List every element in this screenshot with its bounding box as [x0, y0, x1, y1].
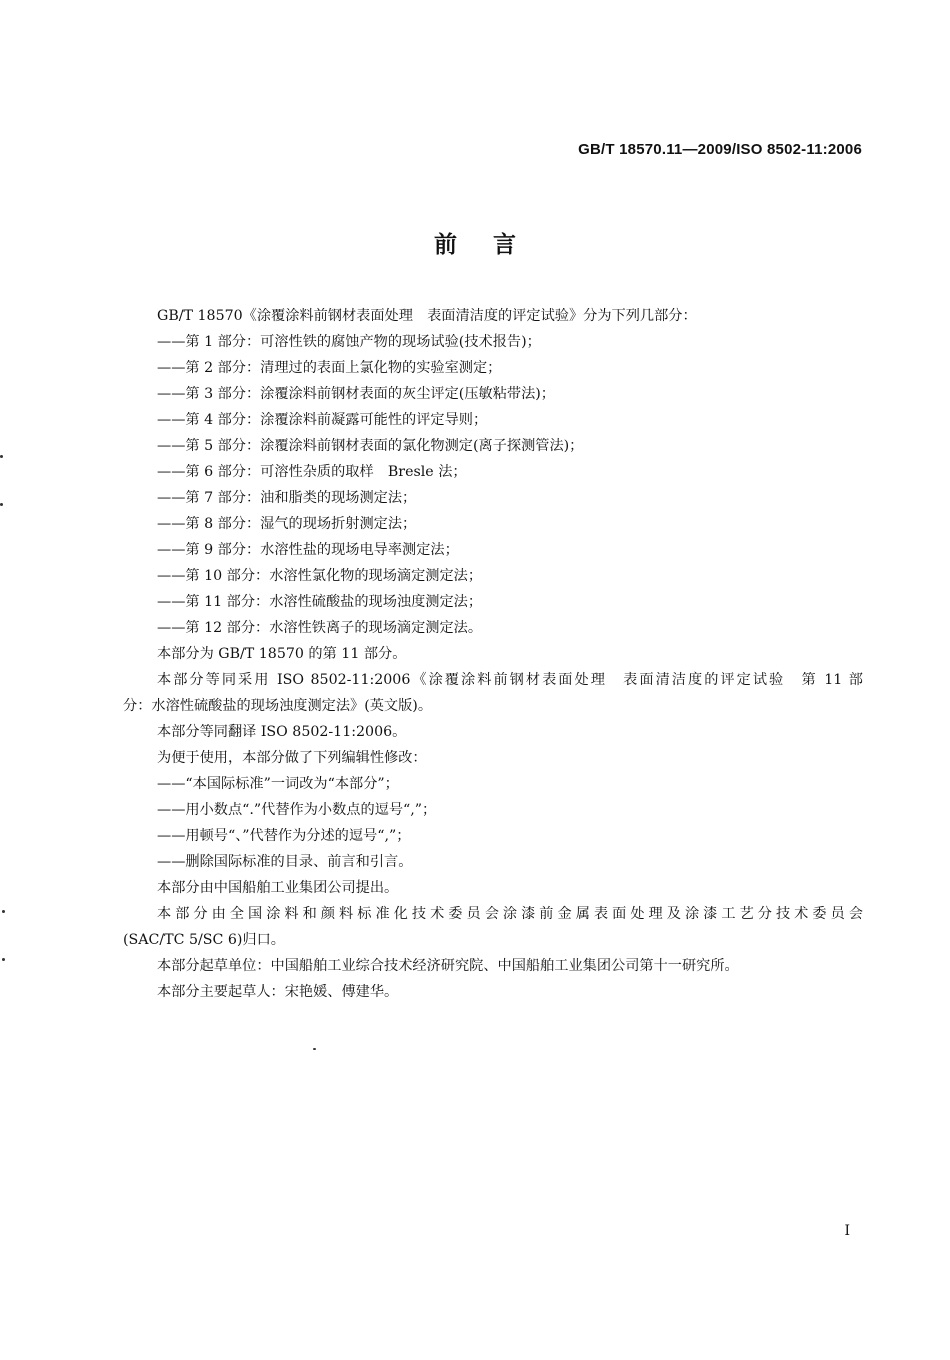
list-item-part-2: ——第 2 部分：清理过的表面上氯化物的实验室测定；	[157, 360, 502, 376]
scan-speck	[0, 455, 3, 458]
paragraph-translation: 本部分等同翻译 ISO 8502-11:2006。	[157, 724, 407, 740]
list-item-change-3: ——用顿号“、”代替作为分述的逗号“,”；	[157, 828, 411, 844]
standard-code: GB/T 18570.11—2009/ISO 8502-11:2006	[578, 141, 862, 158]
page-title: 前言	[434, 232, 552, 258]
list-item-change-2: ——用小数点“.”代替作为小数点的逗号“,”；	[157, 802, 437, 818]
list-item-change-1: ——“本国际标准”一词改为“本部分”；	[157, 776, 399, 792]
paragraph-proposer: 本部分由中国船舶工业集团公司提出。	[157, 880, 399, 896]
list-item-part-5: ——第 5 部分：涂覆涂料前钢材表面的氯化物测定(离子探测管法)；	[157, 438, 584, 454]
list-item-part-11: ——第 11 部分：水溶性硫酸盐的现场浊度测定法；	[157, 594, 483, 610]
list-item-part-3: ——第 3 部分：涂覆涂料前钢材表面的灰尘评定(压敏粘带法)；	[157, 386, 555, 402]
scan-speck	[2, 910, 5, 913]
scan-speck	[0, 503, 3, 506]
list-item-part-8: ——第 8 部分：湿气的现场折射测定法；	[157, 516, 417, 532]
scan-speck	[2, 958, 5, 961]
paragraph-part-number: 本部分为 GB/T 18570 的第 11 部分。	[157, 646, 407, 662]
list-item-part-10: ——第 10 部分：水溶性氯化物的现场滴定测定法；	[157, 568, 483, 584]
list-item-part-12: ——第 12 部分：水溶性铁离子的现场滴定测定法。	[157, 620, 483, 636]
list-item-change-4: ——删除国际标准的目录、前言和引言。	[157, 854, 413, 870]
scan-speck	[313, 1048, 316, 1050]
list-item-part-9: ——第 9 部分：水溶性盐的现场电导率测定法；	[157, 542, 459, 558]
list-item-part-7: ——第 7 部分：油和脂类的现场测定法；	[157, 490, 417, 506]
list-item-part-6: ——第 6 部分：可溶性杂质的取样 Bresle 法；	[157, 464, 467, 480]
foreword-body	[123, 303, 863, 1005]
paragraph-editorial-changes: 为便于使用，本部分做了下列编辑性修改：	[157, 750, 427, 766]
list-item-part-4: ——第 4 部分：涂覆涂料前凝露可能性的评定导则；	[157, 412, 488, 428]
paragraph-adoption-line-2: 分：水溶性硫酸盐的现场浊度测定法》(英文版)。	[123, 698, 433, 714]
page-number: I	[844, 1223, 850, 1239]
paragraph-intro: GB/T 18570《涂覆涂料前钢材表面处理 表面清洁度的评定试验》分为下列几部分：	[157, 308, 697, 324]
paragraph-drafters: 本部分主要起草人：宋艳媛、傅建华。	[157, 984, 399, 1000]
paragraph-committee-line-1: 本部分由全国涂料和颜料标准化技术委员会涂漆前金属表面处理及涂漆工艺分技术委员会	[157, 906, 863, 922]
list-item-part-1: ——第 1 部分：可溶性铁的腐蚀产物的现场试验(技术报告)；	[157, 334, 541, 350]
paragraph-drafting-units: 本部分起草单位：中国船舶工业综合技术经济研究院、中国船舶工业集团公司第十一研究所。	[157, 958, 739, 974]
paragraph-committee-line-2: (SAC/TC 5/SC 6)归口。	[123, 932, 285, 948]
paragraph-adoption-line-1: 本部分等同采用 ISO 8502-11:2006《涂覆涂料前钢材表面处理 表面清洁度的评定试验 第 11 部	[157, 672, 863, 688]
